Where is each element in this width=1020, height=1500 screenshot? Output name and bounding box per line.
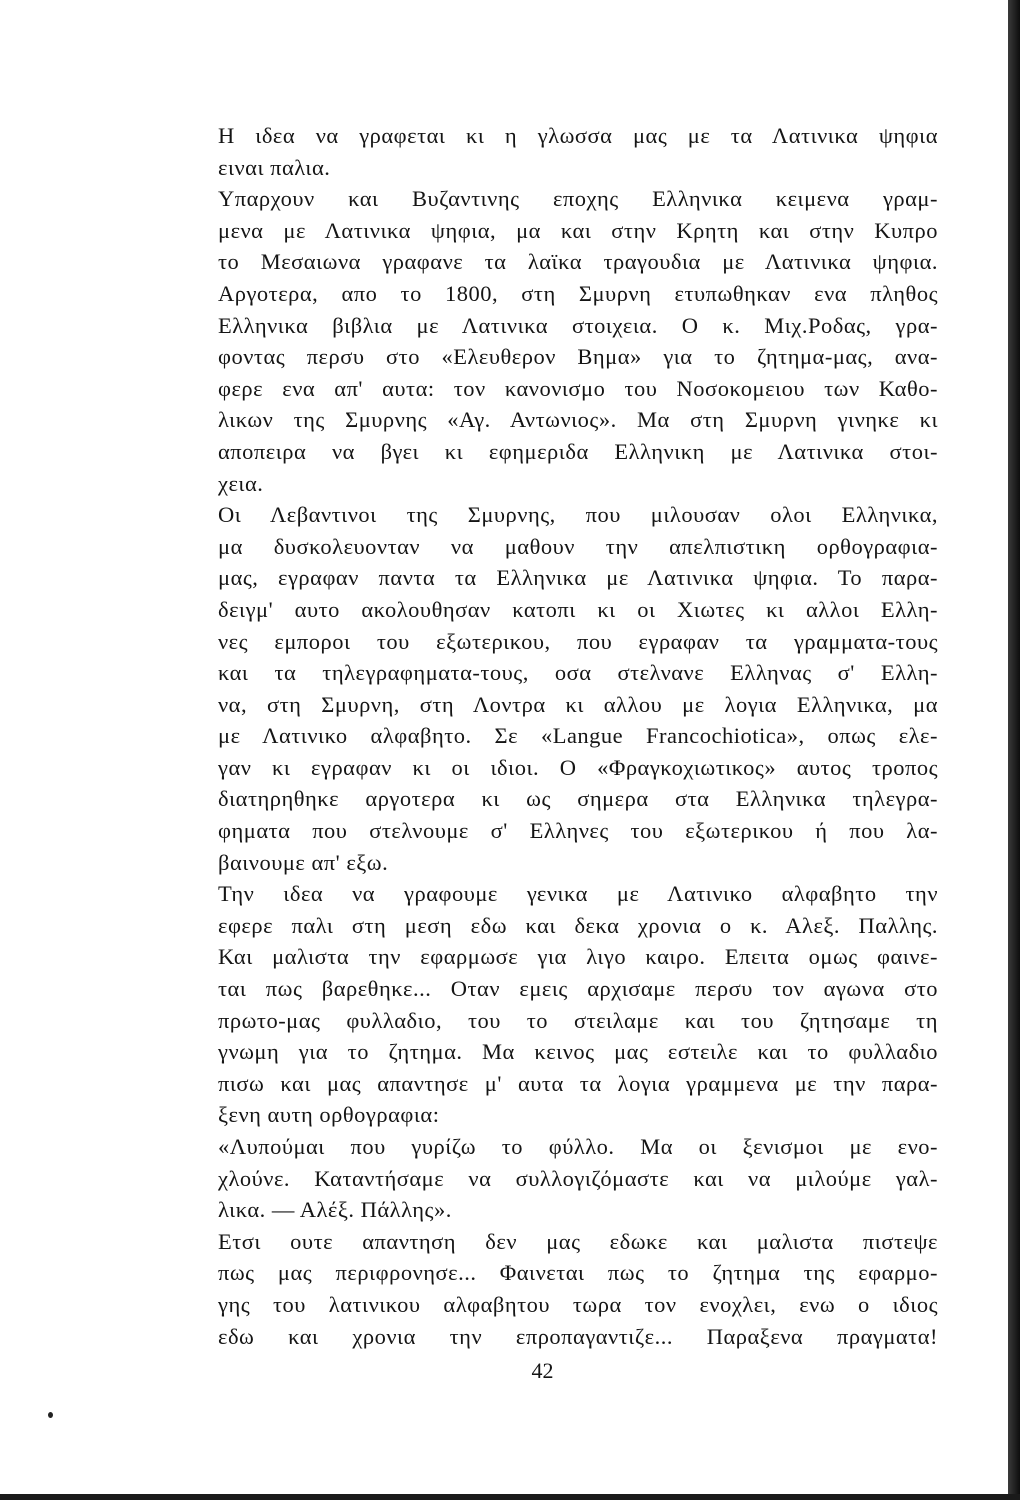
text-line: γης του λατινικου αλφαβητου τωρα τον ενοχλει, ενω ο ιδιος (218, 1291, 938, 1317)
text-line: εδω και χρονια την επροπαγαντιζε... Παραξενα πραγματα! (218, 1323, 938, 1349)
text-line: χλούνε. Καταντήσαμε να συλλογιζόμαστε και να μιλούμε γαλ- (218, 1165, 938, 1191)
text-line: «Λυπούμαι που γυρίζω το φύλλο. Μα οι ξενισμοι με ενο- (218, 1134, 938, 1159)
text-line: βαινουμε απ' εξω. (218, 849, 389, 875)
text-line: Ελληνικα βιβλια με Λατινικα στοιχεια. Ο κ. Μιχ.Ροδας, γρα- (218, 312, 938, 338)
text-line: να, στη Σμυρνη, στη Λοντρα κι αλλου με λογια Ελληνικα, μα (218, 691, 938, 717)
text-line: Υπαρχουν και Βυζαντινης εποχης Ελληνικα κειμενα γραμ- (218, 186, 938, 212)
text-line: Αργοτερα, απο το 1800, στη Σμυρνη ετυπωθηκαν ενα πληθος (218, 280, 938, 306)
ink-speck (48, 1412, 53, 1418)
text-line: μα δυσκολευονταν να μαθουν την απελπιστικη ορθογραφια- (218, 533, 938, 559)
text-line: ται πως βαρεθηκε... Οταν εμεις αρχισαμε περσυ τον αγωνα στο (218, 976, 938, 1002)
text-line: πισω και μας απαντησε μ' αυτα τα λογια γραμμενα με την παρα- (218, 1070, 938, 1096)
body-text (218, 120, 938, 1352)
text-line: μας, εγραφαν παντα τα Ελληνικα με Λατινικα ψηφια. Το παρα- (218, 565, 938, 591)
text-line: γνωμη για το ζητημα. Μα κεινος μας εστειλε και το φυλλαδιο (218, 1039, 938, 1065)
text-line: ξενη αυτη ορθογραφια: (218, 1102, 440, 1128)
text-line: μενα με Λατινικα ψηφια, μα και στην Κρητη και στην Κυπρο (218, 217, 938, 243)
text-line: νες εμποροι του εξωτερικου, που εγραφαν τα γραμματα-τους (218, 628, 938, 654)
text-line: χεια. (218, 470, 264, 496)
text-line: Ετσι ουτε απαντηση δεν μας εδωκε και μαλιστα πιστεψε (218, 1228, 938, 1254)
text-line: φερε ενα απ' αυτα: τον κανονισμο του Νοσοκομειου των Καθο- (218, 375, 938, 401)
text-line: φοντας περσυ στο «Ελευθερον Βημα» για το ζητημα-μας, ανα- (218, 344, 938, 370)
text-line: Η ιδεα να γραφεται κι η γλωσσα μας με τα Λατινικα ψηφια (218, 123, 938, 148)
text-line: φηματα που στελνουμε σ' Ελληνες του εξωτερικου ή που λα- (218, 818, 938, 844)
text-line: Την ιδεα να γραφουμε γενικα με Λατινικο αλφαβητο την (218, 881, 938, 907)
text-line: εφερε παλι στη μεση εδω και δεκα χρονια ο κ. Αλεξ. Παλλης. (218, 912, 938, 938)
text-line: το Μεσαιωνα γραφανε τα λαϊκα τραγουδια με Λατινικα ψηφια. (218, 249, 938, 275)
page-edge-bottom (0, 1494, 1020, 1500)
text-line: λικα. — Αλέξ. Πάλλης». (218, 1197, 452, 1223)
text-line: δειγμ' αυτο ακολουθησαν κατοπι κι οι Χιωτες κι αλλοι Ελλη- (218, 596, 938, 622)
text-line: γαν κι εγραφαν κι οι ιδιοι. Ο «Φραγκοχιωτικος» αυτος τροπος (218, 754, 938, 780)
text-line: διατηρηθηκε αργοτερα κι ως σημερα στα Ελληνικα τηλεγρα- (218, 786, 938, 812)
page-edge-shadow (1008, 0, 1020, 1500)
text-line: πρωτο-μας φυλλαδιο, του το στειλαμε και του ζητησαμε τη (218, 1007, 938, 1033)
text-line: λικων της Σμυρνης «Αγ. Αντωνιος». Μα στη Σμυρνη γινηκε κι (218, 407, 938, 433)
text-line: με Λατινικο αλφαβητο. Σε «Langue Francochiotica», οπως ελε- (218, 723, 938, 749)
text-line: ειναι παλια. (218, 154, 331, 180)
text-line: αποπειρα να βγει κι εφημεριδα Ελληνικη με Λατινικα στοι- (218, 438, 938, 464)
text-line: και τα τηλεγραφηματα-τους, οσα στελνανε Ελληνας σ' Ελλη- (218, 660, 938, 686)
page-number: 42 (531, 1358, 554, 1383)
text-line: πως μας περιφρονησε... Φαινεται πως το ζητημα της εφαρμο- (218, 1260, 938, 1286)
text-line: Και μαλιστα την εφαρμωσε για λιγο καιρο. Επειτα ομως φαινε- (218, 944, 938, 970)
text-line: Οι Λεβαντινοι της Σμυρνης, που μιλουσαν ολοι Ελληνικα, (218, 502, 938, 528)
